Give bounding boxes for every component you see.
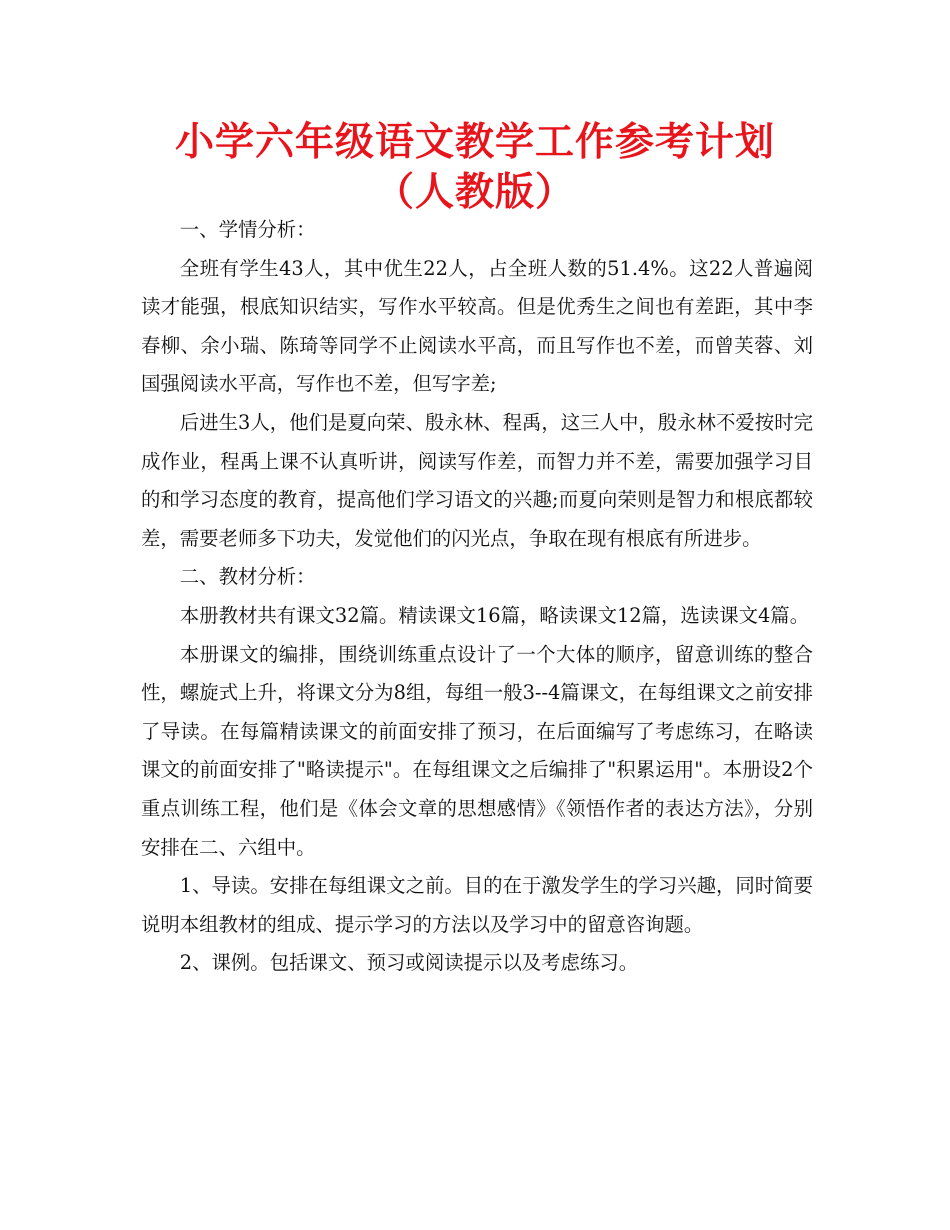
paragraph-lesson-count: 本册教材共有课文32篇。精读课文16篇，略读课文12篇，选读课文4篇。 [179, 603, 810, 627]
paragraph-top-students: 全班有学生43人，其中优生22人，占全班人数的51.4%。这22人普遍阅读才能强，根底知识结实，写作水平较高。但是优秀生之间也有差距，其中李春柳、余小瑞、陈琦等同学不止阅读水平高，而且写作也不差，而曾芙蓉、刘国强阅读水平高，写作也不差，但写字差; [141, 256, 813, 396]
paragraph-lesson-arrangement: 本册课文的编排，围绕训练重点设计了一个大体的顺序，留意训练的整合性，螺旋式上升，将课文分为8组，每组一般3--4篇课文，在每组课文之前安排了导读。在每篇精读课文的前面安排了预习，在后面编写了考虑练习，在略读课文的前面安排了"略读提示"。在每组课文之后编排了"积累运用"。本册设2个重点训练工程，他们是《体会文章的思想感情》《领悟作者的表达方法》，分别安排在二、六组中。 [141, 642, 813, 859]
paragraph-guided-reading: 1、导读。安排在每组课文之前。目的在于激发学生的学习兴趣，同时简要说明本组教材的组成、提示学习的方法以及学习中的留意咨询题。 [141, 874, 813, 936]
section-heading-student-analysis: 一、学情分析： [179, 218, 316, 241]
document-body [141, 211, 813, 983]
paragraph-lesson-examples: 2、课例。包括课文、预习或阅读提示以及考虑练习。 [179, 951, 639, 975]
paragraph-struggling-students: 后进生3人，他们是夏向荣、殷永林、程禹，这三人中，殷永林不爱按时完成作业，程禹上课不认真听讲，阅读写作差，而智力并不差，需要加强学习目的和学习态度的教育，提高他们学习语文的兴趣;而夏向荣则是智力和根底都较差，需要老师多下功夫，发觉他们的闪光点，争取在现有根底有所进步。 [141, 410, 813, 550]
page-title: 小学六年级语文教学工作参考计划（人教版） [174, 120, 775, 215]
section-heading-textbook-analysis: 二、教材分析： [179, 565, 316, 589]
